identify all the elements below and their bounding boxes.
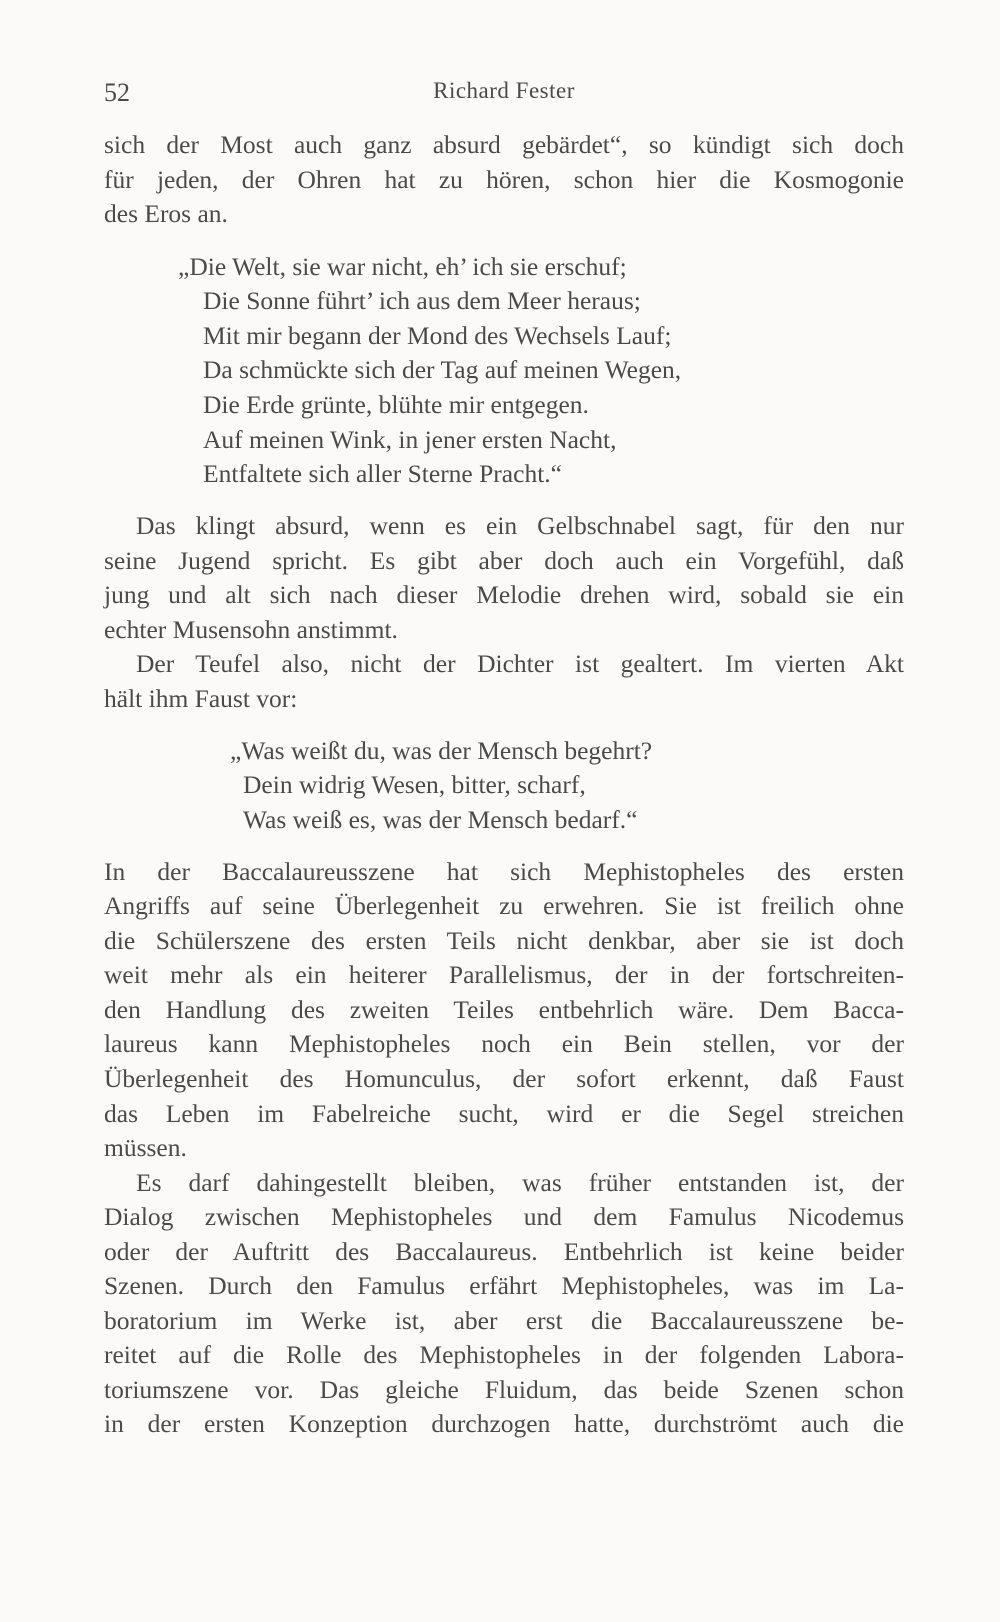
verse-line: Die Sonne führt’ ich aus dem Meer heraus; xyxy=(203,286,641,315)
text-line: seine Jugend spricht. Es gibt aber doch auch ein Vorgefühl, daß xyxy=(104,546,904,575)
text-line: Überlegenheit des Homunculus, der sofort erkennt, daß Faust xyxy=(104,1064,904,1093)
text-line: sich der Most auch ganz absurd gebärdet“, so kündigt sich doch xyxy=(104,130,904,159)
text-line: Der Teufel also, nicht der Dichter ist gealtert. Im vierten Akt xyxy=(136,649,904,678)
text-line: des Eros an. xyxy=(104,199,228,228)
verse-line: Da schmückte sich der Tag auf meinen Wegen, xyxy=(203,355,682,384)
text-line: den Handlung des zweiten Teiles entbehrlich wäre. Dem Bacca- xyxy=(104,995,904,1024)
text-line: In der Baccalaureusszene hat sich Mephistopheles des ersten xyxy=(104,857,904,886)
text-line: boratorium im Werke ist, aber erst die Baccalaureusszene be- xyxy=(104,1306,904,1335)
text-line: Das klingt absurd, wenn es ein Gelbschnabel sagt, für den nur xyxy=(136,511,904,540)
verse-line: Auf meinen Wink, in jener ersten Nacht, xyxy=(203,425,617,454)
text-line: jung und alt sich nach dieser Melodie drehen wird, sobald sie ein xyxy=(104,580,904,609)
text-line: oder der Auftritt des Baccalaureus. Entbehrlich ist keine beider xyxy=(104,1237,904,1266)
verse-line: „Was weißt du, was der Mensch begehrt? xyxy=(230,736,653,765)
verse-line: „Die Welt, sie war nicht, eh’ ich sie erschuf; xyxy=(178,252,627,281)
text-line: weit mehr als ein heiterer Parallelismus, der in der fortschreiten- xyxy=(104,960,904,989)
text-line: für jeden, der Ohren hat zu hören, schon hier die Kosmogonie xyxy=(104,165,904,194)
text-line: laureus kann Mephistopheles noch ein Bein stellen, vor der xyxy=(104,1029,904,1058)
text-line: Szenen. Durch den Famulus erfährt Mephistopheles, was im La- xyxy=(104,1271,904,1300)
running-head: Richard Fester xyxy=(433,78,575,103)
text-line: die Schülerszene des ersten Teils nicht denkbar, aber sie ist doch xyxy=(104,926,904,955)
text-line: Dialog zwischen Mephistopheles und dem Famulus Nicodemus xyxy=(104,1202,904,1231)
verse-line: Die Erde grünte, blühte mir entgegen. xyxy=(203,390,589,419)
verse-line: Mit mir begann der Mond des Wechsels Lauf; xyxy=(203,321,672,350)
text-line: hält ihm Faust vor: xyxy=(104,684,298,713)
verse-line: Was weiß es, was der Mensch bedarf.“ xyxy=(243,805,638,834)
text-line: in der ersten Konzeption durchzogen hatte, durchströmt auch die xyxy=(104,1409,904,1438)
text-line: toriumszene vor. Das gleiche Fluidum, das beide Szenen schon xyxy=(104,1375,904,1404)
verse-line: Dein widrig Wesen, bitter, scharf, xyxy=(243,770,586,799)
text-line: Angriffs auf seine Überlegenheit zu erwehren. Sie ist freilich ohne xyxy=(104,891,904,920)
text-line: Es darf dahingestellt bleiben, was früher entstanden ist, der xyxy=(136,1168,904,1197)
text-line: echter Musensohn anstimmt. xyxy=(104,615,398,644)
page-number: 52 xyxy=(104,78,130,107)
text-line: müssen. xyxy=(104,1133,187,1162)
verse-line: Entfaltete sich aller Sterne Pracht.“ xyxy=(203,459,562,488)
page-header xyxy=(104,78,904,112)
text-line: reitet auf die Rolle des Mephistopheles in der folgenden Labora- xyxy=(104,1340,904,1369)
text-line: das Leben im Fabelreiche sucht, wird er die Segel streichen xyxy=(104,1099,904,1128)
